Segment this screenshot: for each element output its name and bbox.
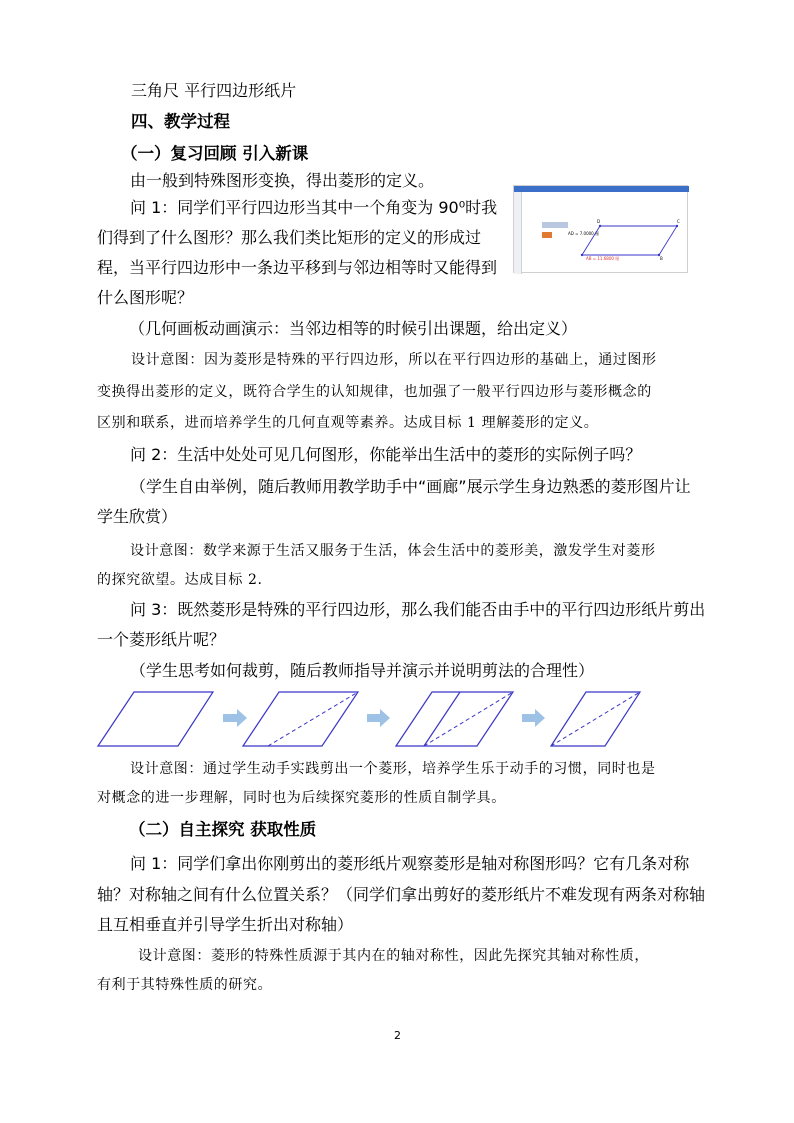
arrow-3-icon xyxy=(522,709,545,727)
vertex-b-label: B xyxy=(660,256,663,261)
paragraph-line: 一个菱形纸片呢？ xyxy=(97,630,226,649)
shape-3-parallelogram xyxy=(396,692,513,746)
design-intent-line: 的探究欲望。达成目标 2. xyxy=(97,572,263,588)
subsection-heading: （一）复习回顾 引入新课 xyxy=(121,144,309,163)
paragraph-line: 且互相垂直并引导学生折出对称轴） xyxy=(97,915,354,934)
page-number: 2 xyxy=(394,1029,401,1042)
paragraph-line: 由一般到特殊图形变换，得出菱形的定义。 xyxy=(130,171,435,190)
vertex-c-label: C xyxy=(677,219,680,224)
paragraph-line: 问 1：同学们拿出你刚剪出的菱形纸片观察菱形是轴对称图形吗？它有几条对称 xyxy=(130,854,690,873)
ad-length-readout: AD = 7.0000 厘 xyxy=(568,231,599,236)
vertex-c-point xyxy=(676,225,678,227)
paragraph-line: 什么图形呢？ xyxy=(97,288,194,307)
section-heading: 四、教学过程 xyxy=(131,112,230,131)
paragraph-line: 程，当平行四边形中一条边平移到与邻边相等时又能得到 xyxy=(97,258,498,277)
vertex-d-point xyxy=(599,225,601,227)
design-intent-line: 对概念的进一步理解，同时也为后续探究菱形的性质自制学具。 xyxy=(97,790,506,806)
paragraph-line: 问 2：生活中处处可见几何图形，你能举出生活中的菱形的实际例子吗？ xyxy=(130,445,642,464)
paragraph-line: （学生自由举例，随后教师用教学助手中“画廊”展示学生身边熟悉的菱形图片让 xyxy=(130,477,691,496)
arrow-2-icon xyxy=(367,709,390,727)
shape-4-rhombus xyxy=(551,692,640,746)
materials-line: 三角尺 平行四边形纸片 xyxy=(131,81,297,100)
paragraph-line: 们得到了什么图形？那么我们类比矩形的定义的形成过 xyxy=(97,228,482,247)
paragraph-line: 问 1：同学们平行四边形当其中一个角变为 90⁰时我 xyxy=(130,198,498,217)
shape-1-parallelogram xyxy=(98,692,213,746)
cutting-demo-strip xyxy=(0,688,794,758)
design-intent-line: 设计意图：菱形的特殊性质源于其内在的轴对称性，因此先探究其轴对称性质， xyxy=(138,948,649,964)
paragraph-line: 问 3：既然菱形是特殊的平行四边形，那么我们能否由手中的平行四边形纸片剪出 xyxy=(130,600,706,619)
paragraph-line: 学生欣赏） xyxy=(97,507,178,526)
subsection-heading: （二）自主探究 获取性质 xyxy=(129,820,317,839)
design-intent-line: 设计意图：通过学生动手实践剪出一个菱形，培养学生乐于动手的习惯，同时也是 xyxy=(130,761,656,777)
design-intent-line: 有利于其特殊性质的研究。 xyxy=(97,977,273,993)
design-intent-line: 变换得出菱形的定义，既符合学生的认知规律，也加强了一般平行四边形与菱形概念的 xyxy=(97,384,652,400)
paragraph-line: 轴？对称轴之间有什么位置关系？（同学们拿出剪好的菱形纸片不难发现有两条对称轴 xyxy=(97,885,706,904)
geometry-sketchpad-screenshot xyxy=(513,185,688,273)
paragraph-line: （几何画板动画演示：当邻边相等的时候引出课题，给出定义） xyxy=(129,319,578,338)
design-intent-line: 设计意图：因为菱形是特殊的平行四边形，所以在平行四边形的基础上，通过图形 xyxy=(131,352,657,368)
vertex-a-point xyxy=(581,254,583,256)
design-intent-line: 区别和联系，进而培养学生的几何直观等素养。达成目标 1 理解菱形的定义。 xyxy=(97,415,599,431)
design-intent-line: 设计意图：数学来源于生活又服务于生活，体会生活中的菱形美，激发学生对菱形 xyxy=(130,543,656,559)
arrow-1-icon xyxy=(223,709,247,727)
shape-2-parallelogram xyxy=(243,692,358,746)
vertex-d-label: D xyxy=(597,219,601,224)
ab-length-readout: AB = 11.6800 厘 xyxy=(586,256,620,261)
paragraph-line: （学生思考如何裁剪，随后教师指导并演示并说明剪法的合理性） xyxy=(130,661,595,680)
